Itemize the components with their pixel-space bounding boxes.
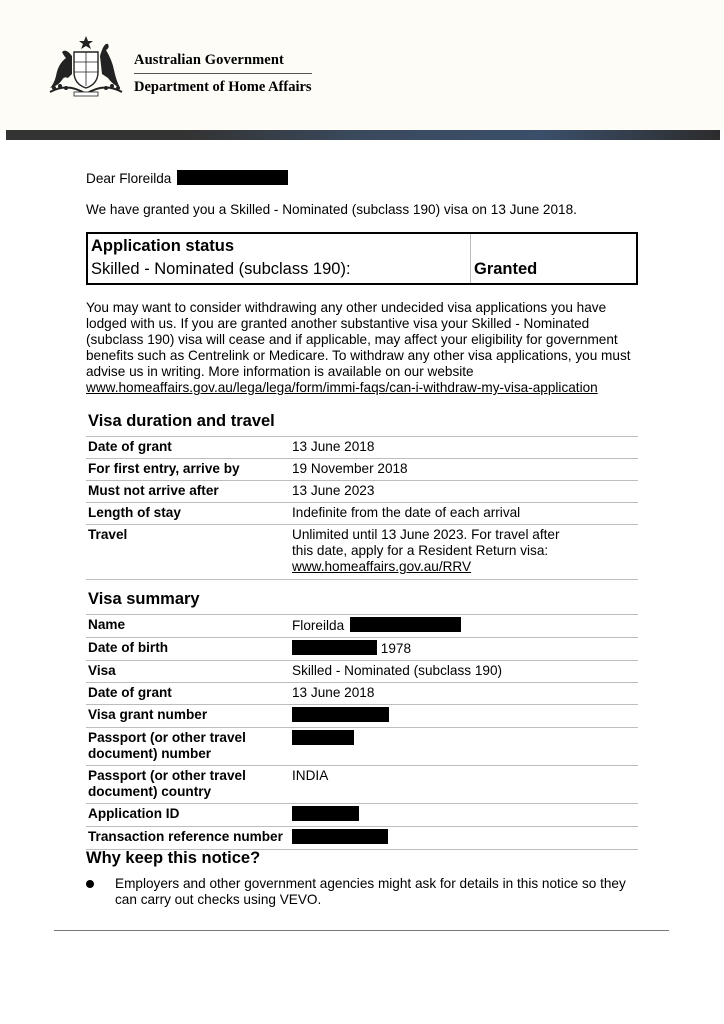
table-row <box>86 705 638 728</box>
table-row <box>86 728 638 766</box>
row-value: INDIA <box>290 766 638 804</box>
redaction-bar <box>177 170 288 185</box>
table-row <box>86 437 638 459</box>
grant-sentence: We have granted you a Skilled - Nominated (subclass 190) visa on 13 June 2018. <box>86 202 577 217</box>
header-banner <box>6 130 720 140</box>
table-row <box>86 766 638 804</box>
table-row <box>86 615 638 638</box>
withdrawal-notice-text: You may want to consider withdrawing any other undecided visa applications you have lodged with us. If you are granted another substantive visa your Skilled - Nominated (subclass 190) visa will cease and if applicable, may affect your eligibility for government benefits such as Centrelink or Medicare. To withdraw any other visa applications, you must advise us in writing. More information is available on our website <box>86 300 631 379</box>
row-key: Date of birth <box>86 638 290 661</box>
visa-duration-title: Visa duration and travel <box>88 412 275 430</box>
why-keep-title: Why keep this notice? <box>86 849 261 867</box>
row-key: Date of grant <box>86 683 290 705</box>
table-row <box>86 481 638 503</box>
row-key: Transaction reference number <box>86 827 290 850</box>
rrv-link[interactable]: www.homeaffairs.gov.au/RRV <box>292 559 472 574</box>
row-key: Length of stay <box>86 503 290 525</box>
row-value <box>290 638 638 661</box>
row-key-text: Passport (or other travel document) country <box>88 768 246 799</box>
redaction-bar <box>350 617 461 632</box>
letterhead <box>0 0 724 130</box>
visa-duration-table <box>86 436 638 580</box>
row-value <box>290 827 638 850</box>
row-value <box>290 525 638 580</box>
table-row <box>86 661 638 683</box>
redaction-bar <box>292 806 359 821</box>
table-row <box>86 525 638 580</box>
application-status-label: Skilled - Nominated (subclass 190): <box>91 260 351 278</box>
row-value: Indefinite from the date of each arrival <box>290 503 638 525</box>
row-key: Travel <box>86 525 290 580</box>
redaction-bar <box>292 640 377 655</box>
redaction-bar <box>292 707 389 722</box>
row-key: Visa <box>86 661 290 683</box>
row-value <box>290 728 638 766</box>
row-key: Visa grant number <box>86 705 290 728</box>
travel-text: Unlimited until 13 June 2023. For travel after this date, apply for a Resident Return visa: <box>292 527 560 558</box>
table-row <box>86 459 638 481</box>
row-value <box>290 804 638 827</box>
name-value: Floreilda <box>292 618 345 633</box>
row-key <box>86 766 290 804</box>
application-status-value: Granted <box>474 260 538 278</box>
row-key: Must not arrive after <box>86 481 290 503</box>
coat-of-arms-icon <box>44 34 128 98</box>
row-value: 13 June 2023 <box>290 481 638 503</box>
row-key <box>86 728 290 766</box>
salutation-text: Dear Floreilda <box>86 171 172 186</box>
row-key: For first entry, arrive by <box>86 459 290 481</box>
table-row <box>86 503 638 525</box>
footer-divider <box>54 930 669 931</box>
application-status-box <box>86 232 638 285</box>
agency-name <box>134 52 312 96</box>
department-name: Department of Home Affairs <box>134 79 312 95</box>
row-value: Skilled - Nominated (subclass 190) <box>290 661 638 683</box>
table-row <box>86 804 638 827</box>
application-status-title: Application status <box>91 237 235 255</box>
withdraw-info-link[interactable]: www.homeaffairs.gov.au/lega/lega/form/immi-faqs/can-i-withdraw-my-visa-application <box>86 380 598 395</box>
row-value <box>290 705 638 728</box>
row-key: Application ID <box>86 804 290 827</box>
row-value: 13 June 2018 <box>290 683 638 705</box>
visa-summary-table <box>86 614 638 850</box>
status-divider <box>470 234 471 283</box>
table-row <box>86 827 638 850</box>
visa-summary-title: Visa summary <box>88 590 200 608</box>
withdrawal-notice <box>86 300 638 396</box>
row-value: 13 June 2018 <box>290 437 638 459</box>
government-name: Australian Government <box>134 52 284 68</box>
table-row <box>86 638 638 661</box>
row-value: 19 November 2018 <box>290 459 638 481</box>
redaction-bar <box>292 829 388 844</box>
row-key: Date of grant <box>86 437 290 459</box>
row-key: Name <box>86 615 290 638</box>
redaction-bar <box>292 730 354 745</box>
bullet-text: Employers and other government agencies might ask for details in this notice so they can carry out checks using VEVO. <box>115 876 626 907</box>
row-value <box>290 615 638 638</box>
agency-divider <box>134 73 312 74</box>
bullet-icon <box>86 880 94 888</box>
row-key-text: Passport (or other travel document) number <box>88 730 246 761</box>
dob-year-value: 1978 <box>380 641 412 656</box>
table-row <box>86 683 638 705</box>
salutation <box>86 170 288 187</box>
